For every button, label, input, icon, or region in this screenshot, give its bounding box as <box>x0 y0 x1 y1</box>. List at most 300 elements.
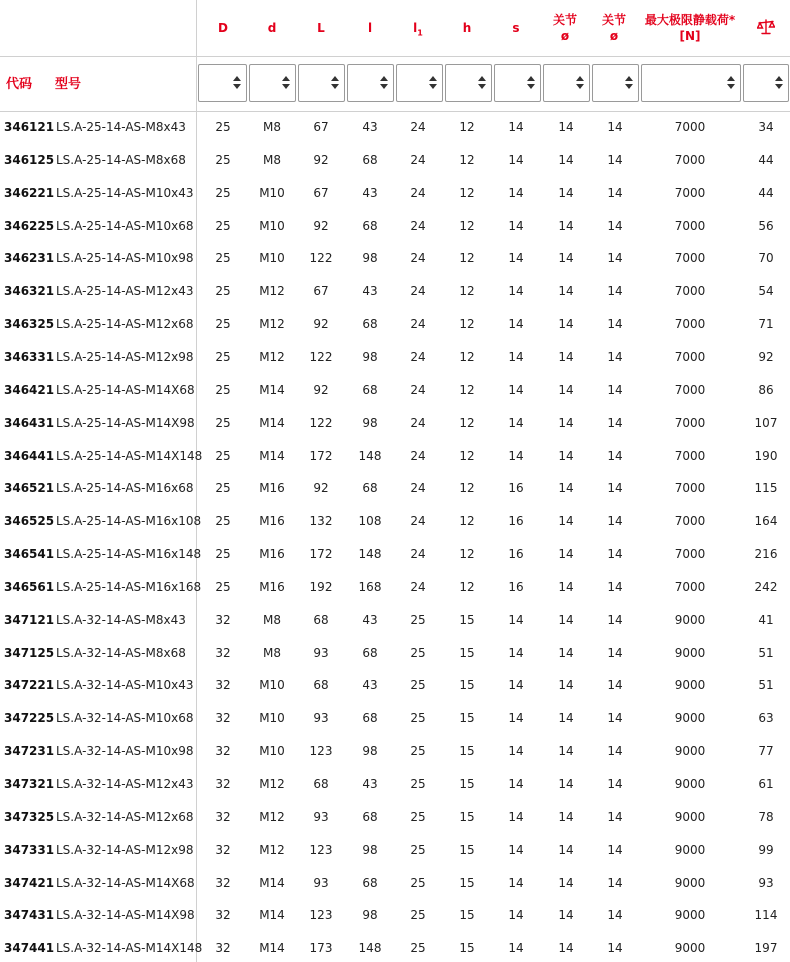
cell-d: M12 <box>259 809 285 824</box>
cell-L: 172 <box>309 547 333 562</box>
cell-w: 70 <box>758 251 774 266</box>
cell-h: 12 <box>459 120 475 134</box>
cell-s: 14 <box>508 875 524 890</box>
product-code: 346231 <box>4 251 55 266</box>
cell-d: M16 <box>259 514 285 529</box>
cell-j1: 14 <box>558 382 574 397</box>
model-label: 型号 <box>55 77 82 92</box>
table-row[interactable] <box>0 801 790 834</box>
cell-l: 43 <box>362 284 378 299</box>
product-model: LS.A-25-14-AS-M16x168 <box>56 579 202 594</box>
cell-s: 14 <box>508 678 524 693</box>
cell-h: 12 <box>459 185 475 200</box>
table-row[interactable] <box>0 308 790 341</box>
cell-s: 14 <box>508 941 524 956</box>
col-header-l1: $l_1$ <box>413 21 423 38</box>
cell-d: M12 <box>259 317 285 332</box>
cell-j1: 14 <box>558 678 574 693</box>
cell-h: 15 <box>459 678 475 693</box>
cell-j2: 14 <box>607 448 623 463</box>
cell-L: 93 <box>313 809 329 824</box>
cell-l: 98 <box>362 908 378 923</box>
cell-j1: 14 <box>558 908 574 923</box>
cell-h: 12 <box>459 448 475 463</box>
cell-l1: 24 <box>410 448 426 463</box>
filter-select-l[interactable] <box>347 64 394 102</box>
cell-D: 25 <box>215 152 231 167</box>
cell-h: 15 <box>459 875 475 890</box>
cell-l: 68 <box>362 645 378 660</box>
table-row[interactable] <box>0 867 790 900</box>
cell-D: 25 <box>215 579 231 594</box>
cell-h: 15 <box>459 777 475 791</box>
cell-L: 93 <box>313 875 329 890</box>
product-model: LS.A-32-14-AS-M8x43 <box>56 612 186 627</box>
cell-h: 12 <box>459 251 475 266</box>
cell-j2: 14 <box>607 284 623 299</box>
product-code: 346431 <box>4 415 55 430</box>
table-row[interactable] <box>0 604 790 637</box>
cell-D: 25 <box>215 284 231 299</box>
cell-w: 93 <box>758 875 774 890</box>
cell-D: 32 <box>215 744 231 759</box>
cell-L: 68 <box>313 612 329 627</box>
cell-d: M16 <box>259 547 285 562</box>
cell-L: 122 <box>309 415 333 430</box>
cell-L: 92 <box>313 317 329 332</box>
cell-l1: 25 <box>410 678 426 693</box>
cell-j1: 14 <box>558 777 574 791</box>
cell-j1: 14 <box>558 809 574 824</box>
table-row[interactable] <box>0 834 790 867</box>
cell-d: M14 <box>259 382 285 397</box>
product-code: 346225 <box>4 218 55 233</box>
product-model: LS.A-32-14-AS-M10x43 <box>56 678 194 693</box>
cell-l: 68 <box>362 809 378 824</box>
cell-s: 16 <box>508 579 524 594</box>
cell-j2: 14 <box>607 317 623 332</box>
product-model: LS.A-32-14-AS-M14X68 <box>56 875 195 890</box>
cell-d: M8 <box>263 645 281 660</box>
table-row[interactable] <box>0 440 790 473</box>
cell-l1: 24 <box>410 349 426 364</box>
cell-d: M12 <box>259 777 285 791</box>
cell-L: 68 <box>313 678 329 693</box>
cell-D: 32 <box>215 941 231 956</box>
cell-l1: 24 <box>410 579 426 594</box>
cell-l: 168 <box>358 579 382 594</box>
cell-s: 14 <box>508 251 524 266</box>
cell-s: 14 <box>508 908 524 923</box>
sort-arrows-icon <box>282 76 290 90</box>
cell-D: 25 <box>215 382 231 397</box>
cell-h: 12 <box>459 382 475 397</box>
filter-select-d[interactable] <box>249 64 296 102</box>
cell-s: 14 <box>508 152 524 167</box>
cell-D: 25 <box>215 481 231 496</box>
cell-s: 14 <box>508 382 524 397</box>
product-code: 347421 <box>4 875 55 890</box>
cell-j1: 14 <box>558 120 574 134</box>
cell-load: 9000 <box>674 875 706 890</box>
cell-l: 43 <box>362 185 378 200</box>
table-row[interactable] <box>0 210 790 243</box>
cell-l: 98 <box>362 415 378 430</box>
cell-l1: 24 <box>410 251 426 266</box>
cell-load: 7000 <box>674 218 706 233</box>
cell-D: 25 <box>215 120 231 134</box>
filter-select-D[interactable] <box>198 64 247 102</box>
product-model: LS.A-32-14-AS-M12x43 <box>56 777 194 791</box>
cell-j1: 14 <box>558 152 574 167</box>
cell-j1: 14 <box>558 284 574 299</box>
cell-j2: 14 <box>607 842 623 857</box>
cell-d: M14 <box>259 875 285 890</box>
cell-l: 68 <box>362 317 378 332</box>
cell-l: 68 <box>362 218 378 233</box>
cell-l: 43 <box>362 120 378 134</box>
cell-d: M12 <box>259 349 285 364</box>
cell-load: 9000 <box>674 612 706 627</box>
cell-w: 56 <box>758 218 774 233</box>
cell-D: 25 <box>215 218 231 233</box>
sort-arrows-icon <box>625 76 633 90</box>
product-model: LS.A-25-14-AS-M14X68 <box>56 382 195 397</box>
cell-D: 32 <box>215 875 231 890</box>
cell-w: 92 <box>758 349 774 364</box>
product-model: LS.A-25-14-AS-M16x68 <box>56 481 194 496</box>
cell-d: M14 <box>259 448 285 463</box>
cell-w: 164 <box>754 514 778 529</box>
filter-select-joint-1[interactable] <box>543 64 590 102</box>
product-model: LS.A-32-14-AS-M12x98 <box>56 842 194 857</box>
cell-d: M12 <box>259 284 285 299</box>
table-row[interactable] <box>0 144 790 177</box>
product-model: LS.A-25-14-AS-M12x98 <box>56 349 194 364</box>
filter-select-weight[interactable] <box>743 64 789 102</box>
table-row[interactable] <box>0 899 790 932</box>
col-header-joint-1: 关节 ø <box>552 13 577 43</box>
cell-s: 14 <box>508 317 524 332</box>
product-code: 347325 <box>4 809 55 824</box>
cell-D: 25 <box>215 185 231 200</box>
cell-D: 25 <box>215 415 231 430</box>
cell-j2: 14 <box>607 809 623 824</box>
cell-load: 7000 <box>674 448 706 463</box>
table-row[interactable] <box>0 571 790 604</box>
cell-j2: 14 <box>607 645 623 660</box>
product-code: 346421 <box>4 382 55 397</box>
cell-l: 148 <box>358 941 382 956</box>
cell-load: 9000 <box>674 711 706 726</box>
product-code: 346521 <box>4 481 55 496</box>
cell-load: 9000 <box>674 777 706 791</box>
product-model: LS.A-25-14-AS-M14X98 <box>56 415 195 430</box>
cell-L: 173 <box>309 941 333 956</box>
cell-l1: 25 <box>410 908 426 923</box>
product-code: 347221 <box>4 678 55 693</box>
cell-L: 123 <box>309 908 333 923</box>
cell-s: 16 <box>508 547 524 562</box>
cell-l1: 25 <box>410 777 426 791</box>
col-header-l: l <box>367 21 373 35</box>
cell-d: M8 <box>263 612 281 627</box>
filter-select-L[interactable] <box>298 64 345 102</box>
scale-icon <box>757 19 775 35</box>
table-row[interactable] <box>0 735 790 768</box>
table-row[interactable] <box>0 111 790 144</box>
filter-select-h[interactable] <box>445 64 492 102</box>
cell-s: 14 <box>508 777 524 791</box>
cell-l1: 25 <box>410 744 426 759</box>
table-row[interactable] <box>0 702 790 735</box>
col-header-d: d <box>267 21 277 35</box>
cell-w: 34 <box>758 120 774 134</box>
cell-load: 7000 <box>674 382 706 397</box>
sort-arrows-icon <box>478 76 486 90</box>
product-code: 346325 <box>4 317 55 332</box>
filter-select-max-load[interactable] <box>641 64 741 102</box>
product-model: LS.A-25-14-AS-M16x108 <box>56 514 202 529</box>
cell-load: 7000 <box>674 120 706 134</box>
cell-j2: 14 <box>607 612 623 627</box>
cell-D: 32 <box>215 711 231 726</box>
cell-l1: 25 <box>410 711 426 726</box>
cell-j2: 14 <box>607 908 623 923</box>
cell-D: 25 <box>215 547 231 562</box>
product-code: 347225 <box>4 711 55 726</box>
cell-h: 12 <box>459 481 475 496</box>
product-model: LS.A-25-14-AS-M8x68 <box>56 152 186 167</box>
product-code: 346125 <box>4 152 55 167</box>
cell-L: 92 <box>313 481 329 496</box>
product-code: 347125 <box>4 645 55 660</box>
cell-w: 41 <box>758 612 774 627</box>
cell-s: 14 <box>508 120 524 134</box>
cell-l1: 25 <box>410 612 426 627</box>
cell-s: 14 <box>508 415 524 430</box>
cell-l1: 24 <box>410 218 426 233</box>
table-row[interactable] <box>0 505 790 538</box>
cell-D: 25 <box>215 349 231 364</box>
cell-l1: 25 <box>410 941 426 956</box>
filter-select-s[interactable] <box>494 64 541 102</box>
cell-l: 68 <box>362 152 378 167</box>
sort-arrows-icon <box>380 76 388 90</box>
product-code: 346561 <box>4 579 55 594</box>
cell-D: 25 <box>215 317 231 332</box>
product-model: LS.A-25-14-AS-M16x148 <box>56 547 202 562</box>
cell-h: 15 <box>459 809 475 824</box>
table-row[interactable] <box>0 341 790 374</box>
table-row[interactable] <box>0 472 790 505</box>
cell-l: 68 <box>362 875 378 890</box>
cell-L: 122 <box>309 349 333 364</box>
sort-arrows-icon <box>331 76 339 90</box>
cell-h: 12 <box>459 152 475 167</box>
cell-j2: 14 <box>607 514 623 529</box>
cell-w: 216 <box>754 547 778 562</box>
cell-j1: 14 <box>558 514 574 529</box>
cell-L: 67 <box>313 185 329 200</box>
cell-w: 63 <box>758 711 774 726</box>
cell-j1: 14 <box>558 448 574 463</box>
cell-load: 7000 <box>674 284 706 299</box>
cell-d: M14 <box>259 941 285 956</box>
cell-l1: 24 <box>410 284 426 299</box>
col-header-D: D <box>218 21 228 35</box>
table-row[interactable] <box>0 275 790 308</box>
filter-select-l1[interactable] <box>396 64 443 102</box>
sort-arrows-icon <box>576 76 584 90</box>
cell-h: 15 <box>459 842 475 857</box>
cell-j2: 14 <box>607 941 623 956</box>
cell-D: 32 <box>215 809 231 824</box>
cell-j2: 14 <box>607 152 623 167</box>
cell-h: 12 <box>459 284 475 299</box>
filter-select-joint-2[interactable] <box>592 64 639 102</box>
cell-j2: 14 <box>607 218 623 233</box>
cell-j2: 14 <box>607 382 623 397</box>
product-model: LS.A-32-14-AS-M14X148 <box>56 941 203 956</box>
cell-j1: 14 <box>558 185 574 200</box>
cell-l: 68 <box>362 481 378 496</box>
cell-j2: 14 <box>607 547 623 562</box>
cell-L: 132 <box>309 514 333 529</box>
cell-L: 123 <box>309 842 333 857</box>
cell-d: M8 <box>263 120 281 134</box>
cell-L: 192 <box>309 579 333 594</box>
cell-w: 242 <box>754 579 778 594</box>
cell-h: 12 <box>459 547 475 562</box>
cell-d: M10 <box>259 218 285 233</box>
cell-L: 92 <box>313 382 329 397</box>
cell-l: 68 <box>362 711 378 726</box>
cell-j1: 14 <box>558 579 574 594</box>
cell-L: 122 <box>309 251 333 266</box>
cell-l: 43 <box>362 612 378 627</box>
cell-d: M10 <box>259 711 285 726</box>
product-code: 346525 <box>4 514 55 529</box>
cell-w: 71 <box>758 317 774 332</box>
table-row[interactable] <box>0 669 790 702</box>
cell-D: 32 <box>215 678 231 693</box>
cell-load: 7000 <box>674 415 706 430</box>
cell-j1: 14 <box>558 711 574 726</box>
cell-s: 16 <box>508 514 524 529</box>
cell-h: 12 <box>459 579 475 594</box>
cell-l: 98 <box>362 842 378 857</box>
cell-l1: 25 <box>410 842 426 857</box>
cell-w: 86 <box>758 382 774 397</box>
cell-l1: 25 <box>410 645 426 660</box>
cell-w: 44 <box>758 152 774 167</box>
cell-l: 98 <box>362 349 378 364</box>
cell-s: 14 <box>508 744 524 759</box>
cell-j1: 14 <box>558 218 574 233</box>
cell-D: 32 <box>215 777 231 791</box>
cell-h: 12 <box>459 514 475 529</box>
product-model: LS.A-25-14-AS-M12x68 <box>56 317 194 332</box>
sort-arrows-icon <box>233 76 241 90</box>
cell-D: 32 <box>215 842 231 857</box>
cell-L: 123 <box>309 744 333 759</box>
cell-l1: 24 <box>410 514 426 529</box>
product-model: LS.A-25-14-AS-M8x43 <box>56 120 186 134</box>
product-code: 346331 <box>4 349 55 364</box>
product-model: LS.A-32-14-AS-M14X98 <box>56 908 195 923</box>
cell-j1: 14 <box>558 415 574 430</box>
product-model: LS.A-32-14-AS-M12x68 <box>56 809 194 824</box>
cell-load: 7000 <box>674 152 706 167</box>
cell-d: M14 <box>259 415 285 430</box>
table-row[interactable] <box>0 932 790 962</box>
cell-s: 14 <box>508 284 524 299</box>
cell-j1: 14 <box>558 941 574 956</box>
cell-j1: 14 <box>558 251 574 266</box>
product-model: LS.A-25-14-AS-M14X148 <box>56 448 203 463</box>
product-model: LS.A-25-14-AS-M10x43 <box>56 185 194 200</box>
product-model: LS.A-32-14-AS-M10x98 <box>56 744 194 759</box>
cell-s: 14 <box>508 809 524 824</box>
cell-load: 7000 <box>674 251 706 266</box>
table-row[interactable] <box>0 374 790 407</box>
table-row[interactable] <box>0 407 790 440</box>
product-model: LS.A-25-14-AS-M12x43 <box>56 284 194 299</box>
cell-load: 9000 <box>674 908 706 923</box>
cell-L: 67 <box>313 120 329 134</box>
cell-h: 15 <box>459 612 475 627</box>
cell-d: M12 <box>259 842 285 857</box>
cell-load: 7000 <box>674 514 706 529</box>
cell-load: 9000 <box>674 645 706 660</box>
product-code: 347331 <box>4 842 55 857</box>
cell-l1: 25 <box>410 809 426 824</box>
cell-h: 12 <box>459 415 475 430</box>
cell-L: 92 <box>313 152 329 167</box>
cell-l: 148 <box>358 547 382 562</box>
sort-arrows-icon <box>429 76 437 90</box>
cell-l: 43 <box>362 678 378 693</box>
cell-j2: 14 <box>607 185 623 200</box>
cell-d: M10 <box>259 251 285 266</box>
table-row[interactable] <box>0 177 790 210</box>
table-row[interactable] <box>0 637 790 670</box>
cell-w: 54 <box>758 284 774 299</box>
cell-s: 14 <box>508 711 524 726</box>
col-header-L: L <box>317 21 325 35</box>
cell-L: 68 <box>313 777 329 791</box>
cell-j1: 14 <box>558 481 574 496</box>
cell-j2: 14 <box>607 678 623 693</box>
cell-j2: 14 <box>607 481 623 496</box>
cell-load: 9000 <box>674 809 706 824</box>
col-header-h: h <box>462 21 472 35</box>
cell-l1: 24 <box>410 185 426 200</box>
cell-l: 108 <box>358 514 382 529</box>
cell-l1: 24 <box>410 120 426 134</box>
table-row[interactable] <box>0 242 790 275</box>
cell-load: 7000 <box>674 547 706 562</box>
table-row[interactable] <box>0 538 790 571</box>
cell-h: 15 <box>459 941 475 956</box>
table-row[interactable] <box>0 768 790 801</box>
cell-h: 15 <box>459 711 475 726</box>
cell-load: 7000 <box>674 185 706 200</box>
cell-d: M16 <box>259 579 285 594</box>
cell-j2: 14 <box>607 349 623 364</box>
cell-l: 148 <box>358 448 382 463</box>
